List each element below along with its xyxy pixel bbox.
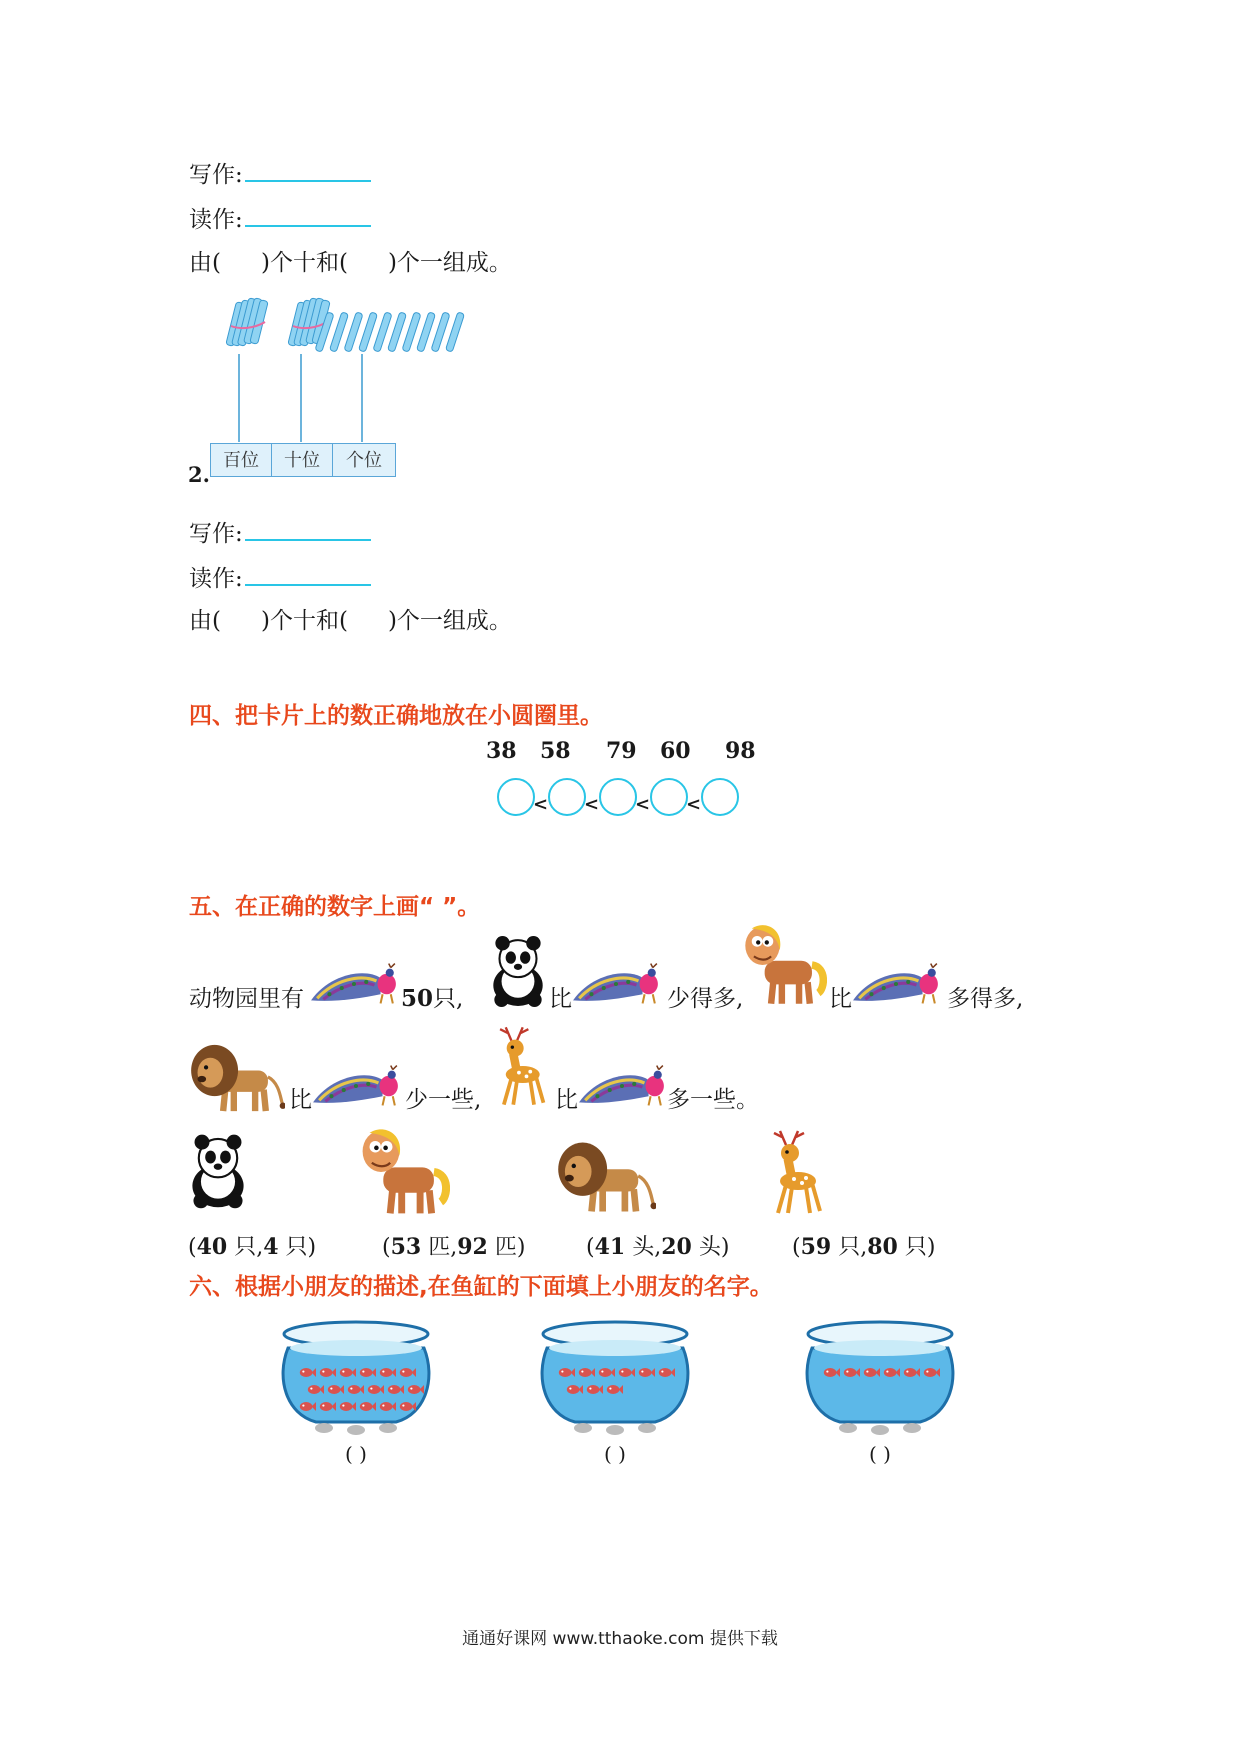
write-answer-blank[interactable] xyxy=(245,158,371,182)
number-card[interactable]: 38 xyxy=(486,738,517,764)
sentence-text: 多一些。 xyxy=(667,1087,759,1113)
peacock-icon xyxy=(309,962,401,1006)
less-than-sign: < xyxy=(686,794,702,815)
option-value[interactable]: 80 xyxy=(867,1234,898,1260)
section4-title: 四、把卡片上的数正确地放在小圆圈里。 xyxy=(189,703,603,729)
q2-compose-row xyxy=(189,606,512,636)
compose-part: 由( xyxy=(189,608,221,634)
option-paren: ( xyxy=(792,1235,801,1260)
option-value[interactable]: 53 xyxy=(390,1234,422,1260)
peacock-icon xyxy=(571,962,663,1006)
option-unit: 只, xyxy=(838,1235,868,1260)
option-value[interactable]: 20 xyxy=(661,1234,692,1260)
tank-name-blank[interactable]: ( ) xyxy=(869,1442,891,1466)
sentence-text: 比 xyxy=(555,1087,578,1113)
option-unit: 匹) xyxy=(494,1235,526,1260)
option-value[interactable]: 92 xyxy=(457,1234,488,1260)
answer-circle[interactable] xyxy=(600,779,636,815)
option-deer xyxy=(792,1230,935,1261)
number-cards xyxy=(0,738,1240,768)
less-than-sign: < xyxy=(584,794,600,815)
tank-name-blank[interactable]: ( ) xyxy=(345,1442,367,1466)
option-value[interactable]: 41 xyxy=(594,1234,626,1260)
hundreds-header: 百位 xyxy=(210,443,272,477)
lion-icon xyxy=(189,1040,285,1116)
option-unit: 只) xyxy=(904,1235,936,1260)
number-card[interactable]: 98 xyxy=(725,738,756,764)
circle-chain xyxy=(496,776,746,822)
option-value[interactable]: 40 xyxy=(196,1234,228,1260)
fish-tank xyxy=(800,1318,960,1466)
compose-part: )个一组成。 xyxy=(387,608,512,634)
option-paren: ( xyxy=(382,1235,391,1260)
deer-icon xyxy=(485,1022,551,1110)
option-value[interactable]: 59 xyxy=(800,1234,832,1260)
write-label: 写作: xyxy=(189,162,243,188)
option-lion xyxy=(586,1230,729,1261)
option-value[interactable]: 4 xyxy=(263,1234,279,1260)
sentence-text: 少得多, xyxy=(667,986,744,1012)
fish-tank xyxy=(276,1318,436,1466)
counting-sticks-diagram xyxy=(225,292,495,457)
panda-icon xyxy=(487,936,549,1008)
answer-circle[interactable] xyxy=(651,779,687,815)
read-label: 读作: xyxy=(189,566,243,592)
footer-text: 通通好课网 www.tthaoke.com 提供下载 xyxy=(462,1629,778,1649)
answer-circle[interactable] xyxy=(549,779,585,815)
bundle-of-ten-icon xyxy=(226,298,268,347)
sentence-text: 多得多, xyxy=(947,986,1024,1012)
option-paren: ( xyxy=(188,1235,197,1260)
q1-compose-row xyxy=(189,248,512,278)
peacock-count: 50 xyxy=(401,985,434,1012)
single-sticks-group xyxy=(315,312,465,352)
panda-icon xyxy=(186,1134,250,1210)
read-answer-blank[interactable] xyxy=(245,203,371,227)
option-horse xyxy=(382,1230,525,1261)
section5-title: 五、在正确的数字上画“ ”。 xyxy=(189,894,481,920)
sentence-text: 比 xyxy=(549,986,572,1012)
question-number: 2. xyxy=(188,462,210,487)
q2-read-row xyxy=(189,562,371,594)
number-card[interactable]: 58 xyxy=(540,738,571,764)
fish-tank-icon xyxy=(535,1318,695,1438)
read-label: 读作: xyxy=(189,207,243,233)
answer-options xyxy=(180,1126,1080,1266)
number-card[interactable]: 60 xyxy=(660,738,691,764)
sentence-text: 动物园里有 xyxy=(189,986,304,1012)
compose-part: )个十和( xyxy=(260,250,348,276)
sentence-text: 比 xyxy=(289,1087,312,1113)
number-card[interactable]: 79 xyxy=(606,738,637,764)
less-than-sign: < xyxy=(533,794,549,815)
option-paren: ( xyxy=(586,1235,595,1260)
deer-icon xyxy=(758,1126,828,1218)
section6-title: 六、根据小朋友的描述,在鱼缸的下面填上小朋友的名字。 xyxy=(189,1274,773,1300)
peacock-icon xyxy=(311,1064,403,1108)
answer-circle[interactable] xyxy=(498,779,534,815)
horse-icon xyxy=(358,1126,450,1218)
write-label: 写作: xyxy=(189,521,243,547)
option-unit: 头, xyxy=(632,1235,662,1260)
ones-header: 个位 xyxy=(332,443,396,477)
q1-read-row xyxy=(189,203,371,235)
tens-header: 十位 xyxy=(271,443,333,477)
fish-tank-icon xyxy=(800,1318,960,1438)
lion-icon xyxy=(556,1138,656,1216)
peacock-icon xyxy=(851,962,943,1006)
sentence-2 xyxy=(189,1022,1069,1122)
option-unit: 头) xyxy=(698,1235,730,1260)
fish-tank-icon xyxy=(276,1318,436,1438)
answer-circle[interactable] xyxy=(702,779,738,815)
sentence-text: 少一些, xyxy=(405,1087,482,1113)
sentence-1 xyxy=(189,922,1069,1022)
less-than-sign: < xyxy=(635,794,651,815)
read-answer-blank[interactable] xyxy=(245,562,371,586)
sentence-text: 只, xyxy=(433,986,464,1012)
option-unit: 只) xyxy=(285,1235,317,1260)
compose-part: )个十和( xyxy=(260,608,348,634)
fish-tank xyxy=(535,1318,695,1466)
option-unit: 只, xyxy=(234,1235,264,1260)
compose-part: )个一组成。 xyxy=(387,250,512,276)
place-value-table xyxy=(210,443,396,477)
sentence-text: 比 xyxy=(829,986,852,1012)
compose-part: 由( xyxy=(189,250,221,276)
write-answer-blank[interactable] xyxy=(245,517,371,541)
tank-name-blank[interactable]: ( ) xyxy=(604,1442,626,1466)
option-panda xyxy=(188,1230,316,1261)
peacock-icon xyxy=(577,1064,669,1108)
horse-icon xyxy=(741,922,827,1008)
option-unit: 匹, xyxy=(428,1235,458,1260)
q1-write-row xyxy=(189,158,371,190)
q2-write-row xyxy=(189,517,371,549)
